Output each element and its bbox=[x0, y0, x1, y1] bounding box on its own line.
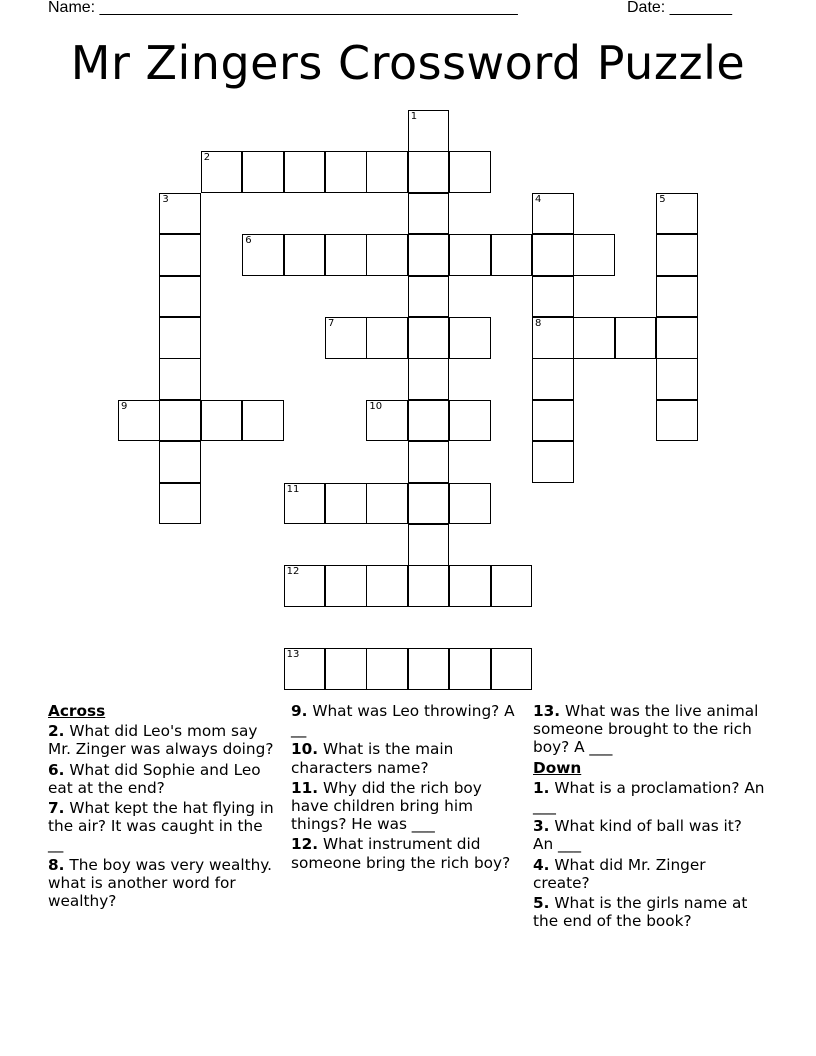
clue-number: 12. bbox=[291, 835, 319, 854]
date-field-label: Date: _______ bbox=[627, 0, 732, 16]
page-title: Mr Zingers Crossword Puzzle bbox=[70, 36, 746, 90]
clue-across-2 bbox=[48, 722, 280, 758]
clue-number: 2. bbox=[48, 722, 65, 741]
cell-number: 8 bbox=[535, 318, 542, 329]
cell-number: 9 bbox=[121, 400, 128, 412]
grid-cell[interactable] bbox=[656, 317, 698, 359]
clue-text: What did Leo's mom say Mr. Zinger was always doing? bbox=[48, 722, 274, 759]
cell-number: 5 bbox=[659, 193, 666, 205]
clue-across-12 bbox=[291, 835, 523, 871]
grid-cell[interactable] bbox=[159, 317, 201, 359]
clue-across-13 bbox=[533, 702, 765, 757]
grid-cell[interactable] bbox=[449, 483, 491, 525]
grid-cell[interactable] bbox=[284, 483, 326, 525]
clue-number: 9. bbox=[291, 702, 308, 720]
grid-cell[interactable] bbox=[325, 317, 367, 359]
cell-number: 6 bbox=[245, 235, 252, 247]
clue-text: What was Leo throwing? A __ bbox=[291, 702, 515, 739]
grid-cell[interactable] bbox=[408, 483, 450, 525]
name-field-label: Name: _______________________________________________ bbox=[48, 0, 518, 16]
grid-cell[interactable] bbox=[449, 317, 491, 359]
grid-cell[interactable] bbox=[408, 276, 450, 318]
clues-column-3 bbox=[533, 702, 765, 932]
clues-column-1 bbox=[48, 702, 280, 912]
grid-cell[interactable] bbox=[532, 276, 574, 318]
cell-number: 2 bbox=[203, 152, 211, 164]
grid-cell[interactable] bbox=[366, 317, 408, 359]
clue-across-10 bbox=[291, 740, 523, 776]
grid-cell[interactable] bbox=[408, 193, 450, 235]
clue-text: Why did the rich boy have children bring him things? He was ___ bbox=[291, 778, 482, 834]
grid-cell[interactable] bbox=[573, 234, 615, 276]
clue-across-7 bbox=[48, 799, 280, 854]
grid-cell[interactable] bbox=[491, 648, 533, 690]
clue-number: 10. bbox=[291, 740, 319, 759]
clue-text: What did Sophie and Leo eat at the end? bbox=[48, 760, 261, 797]
grid-cell[interactable] bbox=[118, 400, 160, 442]
grid-cell[interactable] bbox=[656, 358, 698, 400]
grid-cell[interactable] bbox=[325, 234, 367, 276]
cell-number: 1 bbox=[410, 111, 418, 122]
clue-down-5 bbox=[533, 894, 765, 930]
grid-cell[interactable] bbox=[656, 234, 698, 276]
grid-cell[interactable] bbox=[366, 483, 408, 525]
clue-text: What is a proclamation? An ___ bbox=[533, 778, 765, 816]
cell-number: 10 bbox=[369, 400, 383, 412]
grid-cell[interactable] bbox=[408, 234, 450, 276]
grid-cell[interactable] bbox=[408, 358, 450, 400]
clue-across-9 bbox=[291, 702, 523, 738]
grid-cell[interactable] bbox=[159, 276, 201, 318]
cell-number: 12 bbox=[286, 566, 300, 578]
clue-across-8 bbox=[48, 856, 280, 911]
grid-cell[interactable] bbox=[201, 400, 243, 442]
grid-cell[interactable] bbox=[366, 648, 408, 690]
clue-number: 6. bbox=[48, 760, 65, 779]
clue-text: What kind of ball was it? An ___ bbox=[533, 817, 742, 854]
grid-cell[interactable] bbox=[325, 151, 367, 193]
grid-cell[interactable] bbox=[449, 151, 491, 193]
clue-number: 8. bbox=[48, 855, 65, 874]
grid-cell[interactable] bbox=[532, 193, 574, 235]
grid-cell[interactable] bbox=[325, 648, 367, 690]
grid-cell[interactable] bbox=[532, 400, 574, 442]
grid-cell[interactable] bbox=[325, 483, 367, 525]
grid-cell[interactable] bbox=[284, 648, 326, 690]
grid-cell[interactable] bbox=[366, 565, 408, 607]
grid-cell[interactable] bbox=[408, 151, 450, 193]
clue-number: 4. bbox=[533, 855, 550, 874]
clues-column-2 bbox=[291, 702, 523, 874]
grid-cell[interactable] bbox=[242, 400, 284, 442]
grid-cell[interactable] bbox=[366, 234, 408, 276]
grid-cell[interactable] bbox=[408, 441, 450, 483]
grid-cell[interactable] bbox=[449, 234, 491, 276]
clue-number: 3. bbox=[533, 817, 550, 836]
grid-cell[interactable] bbox=[491, 565, 533, 607]
cell-number: 3 bbox=[162, 193, 169, 205]
grid-cell[interactable] bbox=[242, 234, 284, 276]
grid-cell[interactable] bbox=[201, 151, 243, 193]
grid-cell[interactable] bbox=[449, 565, 491, 607]
clue-across-6 bbox=[48, 761, 280, 797]
clue-text: The boy was very wealthy. what is another word for wealthy? bbox=[48, 855, 272, 911]
grid-cell[interactable] bbox=[284, 234, 326, 276]
grid-cell[interactable] bbox=[284, 151, 326, 193]
grid-cell[interactable] bbox=[366, 400, 408, 442]
grid-cell[interactable] bbox=[449, 400, 491, 442]
grid-cell[interactable] bbox=[615, 317, 657, 359]
clue-across-11 bbox=[291, 779, 523, 834]
grid-cell[interactable] bbox=[159, 441, 201, 483]
grid-cell[interactable] bbox=[532, 317, 574, 359]
grid-cell[interactable] bbox=[532, 441, 574, 483]
clue-number: 1. bbox=[533, 778, 550, 797]
grid-cell[interactable] bbox=[159, 234, 201, 276]
grid-cell[interactable] bbox=[656, 400, 698, 442]
clue-text: What kept the hat flying in the air? It was caught in the __ bbox=[48, 799, 274, 854]
clue-down-3 bbox=[533, 817, 765, 853]
grid-cell[interactable] bbox=[656, 276, 698, 318]
across-heading: Across bbox=[48, 702, 106, 720]
cell-number: 11 bbox=[286, 483, 300, 495]
clue-number: 13. bbox=[533, 702, 561, 720]
clue-text: What was the live animal someone brought to the rich boy? A ___ bbox=[533, 702, 759, 757]
grid-cell[interactable] bbox=[408, 524, 450, 566]
cell-number: 13 bbox=[286, 649, 300, 661]
clue-text: What instrument did someone bring the rich boy? bbox=[291, 835, 511, 872]
grid-cell[interactable] bbox=[408, 110, 450, 152]
grid-cell[interactable] bbox=[242, 151, 284, 193]
cell-number: 4 bbox=[535, 193, 542, 205]
grid-cell[interactable] bbox=[366, 151, 408, 193]
down-heading: Down bbox=[533, 758, 582, 777]
cell-number: 7 bbox=[328, 318, 335, 329]
grid-cell[interactable] bbox=[408, 317, 450, 359]
grid-cell[interactable] bbox=[532, 234, 574, 276]
grid-cell[interactable] bbox=[325, 565, 367, 607]
clue-down-4 bbox=[533, 856, 765, 892]
clue-text: What is the main characters name? bbox=[291, 740, 454, 777]
clue-number: 5. bbox=[533, 894, 550, 913]
clue-text: What did Mr. Zinger create? bbox=[533, 855, 706, 892]
grid-cell[interactable] bbox=[408, 400, 450, 442]
grid-cell[interactable] bbox=[159, 358, 201, 400]
grid-cell[interactable] bbox=[532, 358, 574, 400]
grid-cell[interactable] bbox=[284, 565, 326, 607]
clue-down-1 bbox=[533, 779, 765, 815]
grid-cell[interactable] bbox=[408, 648, 450, 690]
grid-cell[interactable] bbox=[159, 193, 201, 235]
clue-text: What is the girls name at the end of the book? bbox=[533, 894, 748, 931]
clue-number: 11. bbox=[291, 778, 319, 797]
grid-cell[interactable] bbox=[159, 400, 201, 442]
grid-cell[interactable] bbox=[573, 317, 615, 359]
grid-cell[interactable] bbox=[491, 234, 533, 276]
clue-number: 7. bbox=[48, 799, 65, 818]
grid-cell[interactable] bbox=[656, 193, 698, 235]
grid-cell[interactable] bbox=[159, 483, 201, 525]
grid-cell[interactable] bbox=[408, 565, 450, 607]
grid-cell[interactable] bbox=[449, 648, 491, 690]
